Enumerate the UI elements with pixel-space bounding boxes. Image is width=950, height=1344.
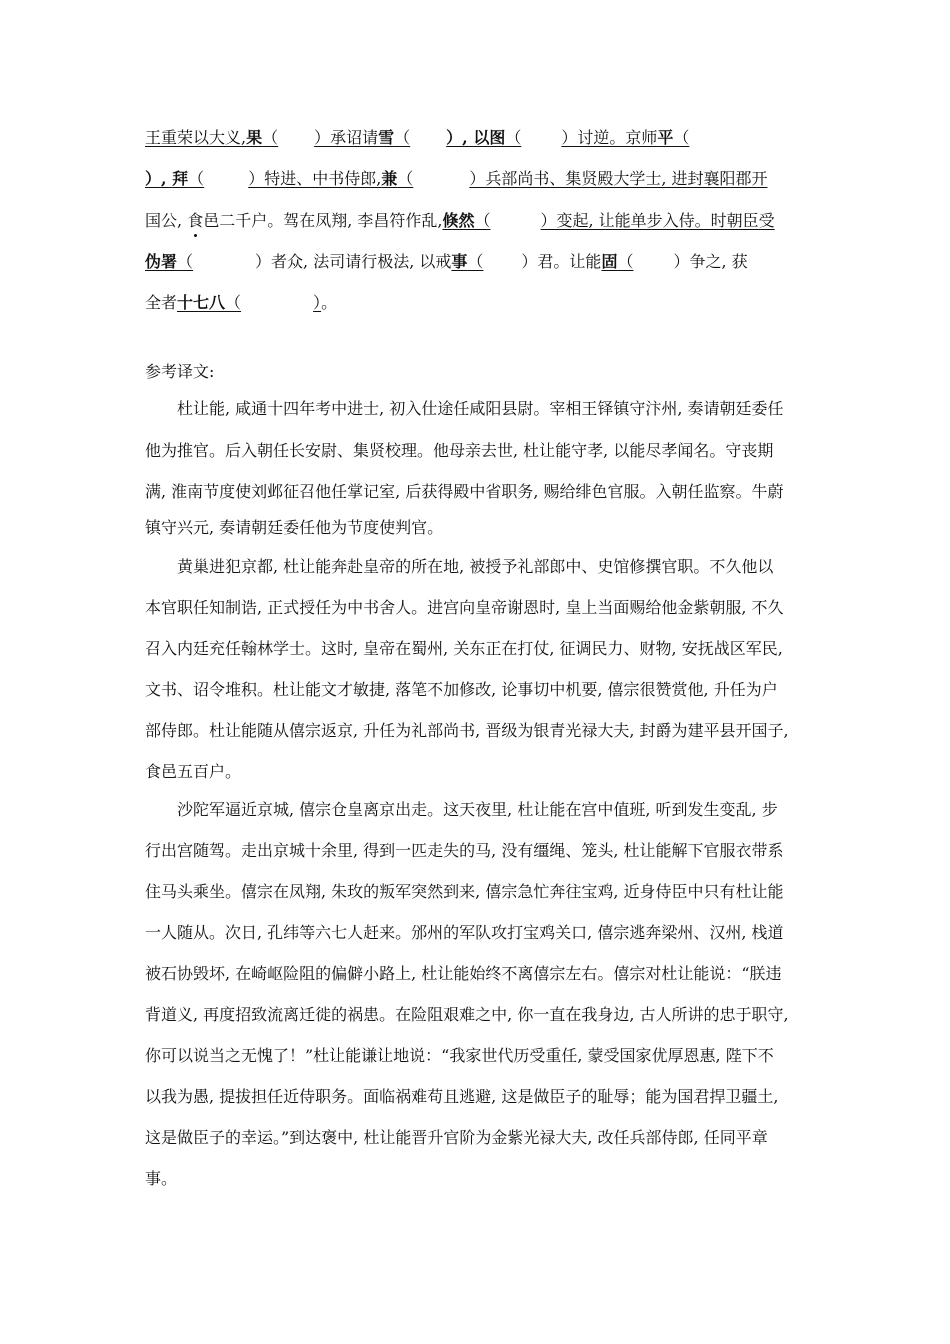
text: 国公, <box>145 211 188 230</box>
keyword: 事 <box>451 252 468 271</box>
translation-line: 一人随从。次日, 孔纬等六七人赶来。邠州的军队攻打宝鸡关口, 僖宗逃奔梁州、汉州, 栈道 <box>145 923 784 942</box>
text: ）者众, 法司请行极法, 以戒 <box>255 252 452 271</box>
emphasis-char: 食 <box>187 211 204 230</box>
exercise-line-4 <box>145 252 748 272</box>
text: 邑二千户。驾在凤翔, 李昌符作乱, <box>203 211 443 230</box>
translation-line: 你可以说当之无愧了！”杜让能谦让地说：“我家世代历受重任, 蒙受国家优厚恩惠, 陛下不 <box>145 1046 774 1065</box>
translation-line: 这是做臣子的幸运。”到达褒中, 杜让能晋升官阶为金紫光禄大夫, 改任兵部侍郎, 任同平章 <box>145 1128 768 1147</box>
keyword: 拜 <box>172 169 189 188</box>
keyword: 倏然 <box>442 211 475 230</box>
blank-open: （ <box>188 169 205 188</box>
text: ）, 以 <box>446 128 490 147</box>
exercise-line-5 <box>145 293 337 313</box>
text: 。 <box>321 293 338 312</box>
blank-close: ）, <box>145 169 173 188</box>
keyword: 图 <box>489 128 506 147</box>
blank-open: （ <box>673 128 690 147</box>
translation-line: 他为推官。后入朝任长安尉、集贤校理。他母亲去世, 杜让能守孝, 以能尽孝闻名。守丧期 <box>145 441 774 460</box>
blank-open: （ <box>394 128 411 147</box>
text: ）兵部尚书、集贤殿大学士, 进封襄阳郡开 <box>469 169 768 188</box>
keyword: 兼 <box>381 169 398 188</box>
exercise-line-2 <box>145 169 768 189</box>
translation-line: 行出宫随驾。走出京城十余里, 得到一匹走失的马, 没有缰绳、笼头, 杜让能解下官服衣带系 <box>145 841 784 860</box>
text: ）争之, 获 <box>673 252 748 271</box>
exercise-line-3 <box>145 211 775 231</box>
exercise-line-1 <box>145 128 739 148</box>
translation-line: 事。 <box>145 1169 178 1188</box>
blank-open: （ <box>505 128 522 147</box>
keyword: 十七八 <box>177 293 226 312</box>
blank-open: （ <box>262 128 279 147</box>
translation-line: 背道义, 再度招致流离迁徙的祸患。在险阻艰难之中, 你一直在我身边, 古人所讲的忠于职守, <box>145 1005 789 1024</box>
translation-line: 沙陀军逼近京城, 僖宗仓皇离京出走。这天夜里, 杜让能在宫中值班, 听到发生变乱, 步 <box>177 800 778 819</box>
keyword: 伪署 <box>145 252 178 271</box>
keyword: 固 <box>601 252 618 271</box>
keyword: 平 <box>657 128 674 147</box>
text: ）讨逆。京师 <box>561 128 658 147</box>
text: 全者 <box>145 293 178 312</box>
blank-open: （ <box>225 293 242 312</box>
blank-open: （ <box>397 169 414 188</box>
text: ）变起, 让能单步入侍。时朝臣受 <box>540 211 775 230</box>
translation-line: 以我为愚, 提拔担任近侍职务。面临祸难苟且逃避, 这是做臣子的耻辱；能为国君捍卫疆土, <box>145 1087 779 1106</box>
blank-open: （ <box>474 211 491 230</box>
text: ）特进、中书侍郎, <box>248 169 382 188</box>
blank-open: （ <box>617 252 634 271</box>
translation-line: 召入内廷充任翰林学士。这时, 皇帝在蜀州, 关东正在打仗, 征调民力、财物, 安抚战区军民, <box>145 639 783 658</box>
translation-line: 本官职任知制诰, 正式授任为中书舍人。进宫向皇帝谢恩时, 皇上当面赐给他金紫朝服, 不久 <box>145 598 784 617</box>
blank-open: （ <box>467 252 484 271</box>
translation-line: 镇守兴元, 奏请朝廷委任他为节度使判官。 <box>145 518 444 537</box>
keyword: 雪 <box>378 128 395 147</box>
blank-close: ） <box>313 293 322 312</box>
translation-heading: 参考译文: <box>145 362 215 381</box>
translation-line: 住马头乘坐。僖宗在凤翔, 朱玫的叛军突然到来, 僖宗急忙奔往宝鸡, 近身侍臣中只有杜让能 <box>145 882 784 901</box>
translation-line: 文书、诏令堆积。杜让能文才敏捷, 落笔不加修改, 论事切中机要, 僖宗很赞赏他, 升任为户 <box>145 680 778 699</box>
translation-line: 食邑五百户。 <box>145 762 242 781</box>
translation-line: 杜让能, 咸通十四年考中进士, 初入仕途任咸阳县尉。宰相王铎镇守汴州, 奏请朝廷委任 <box>177 399 784 418</box>
text: ）承诏请 <box>314 128 379 147</box>
text: ）君。让能 <box>521 252 602 271</box>
translation-line: 满, 淮南节度使刘邺征召他任掌记室, 后获得殿中省职务, 赐给绯色官服。入朝任监察。牛蔚 <box>145 482 784 501</box>
translation-line: 黄巢进犯京都, 杜让能奔赴皇帝的所在地, 被授予礼部郎中、史馆修撰官职。不久他以 <box>177 557 774 576</box>
blank-open: （ <box>177 252 194 271</box>
translation-line: 部侍郎。杜让能随从僖宗返京, 升任为礼部尚书, 晋级为银青光禄大夫, 封爵为建平县开国子, <box>145 721 789 740</box>
text: 王重荣以大义, <box>145 128 247 147</box>
translation-line: 被石协毁坏, 在崎岖险阻的偏僻小路上, 杜让能始终不离僖宗左右。僖宗对杜让能说：“朕违 <box>145 964 782 983</box>
keyword: 果 <box>246 128 263 147</box>
